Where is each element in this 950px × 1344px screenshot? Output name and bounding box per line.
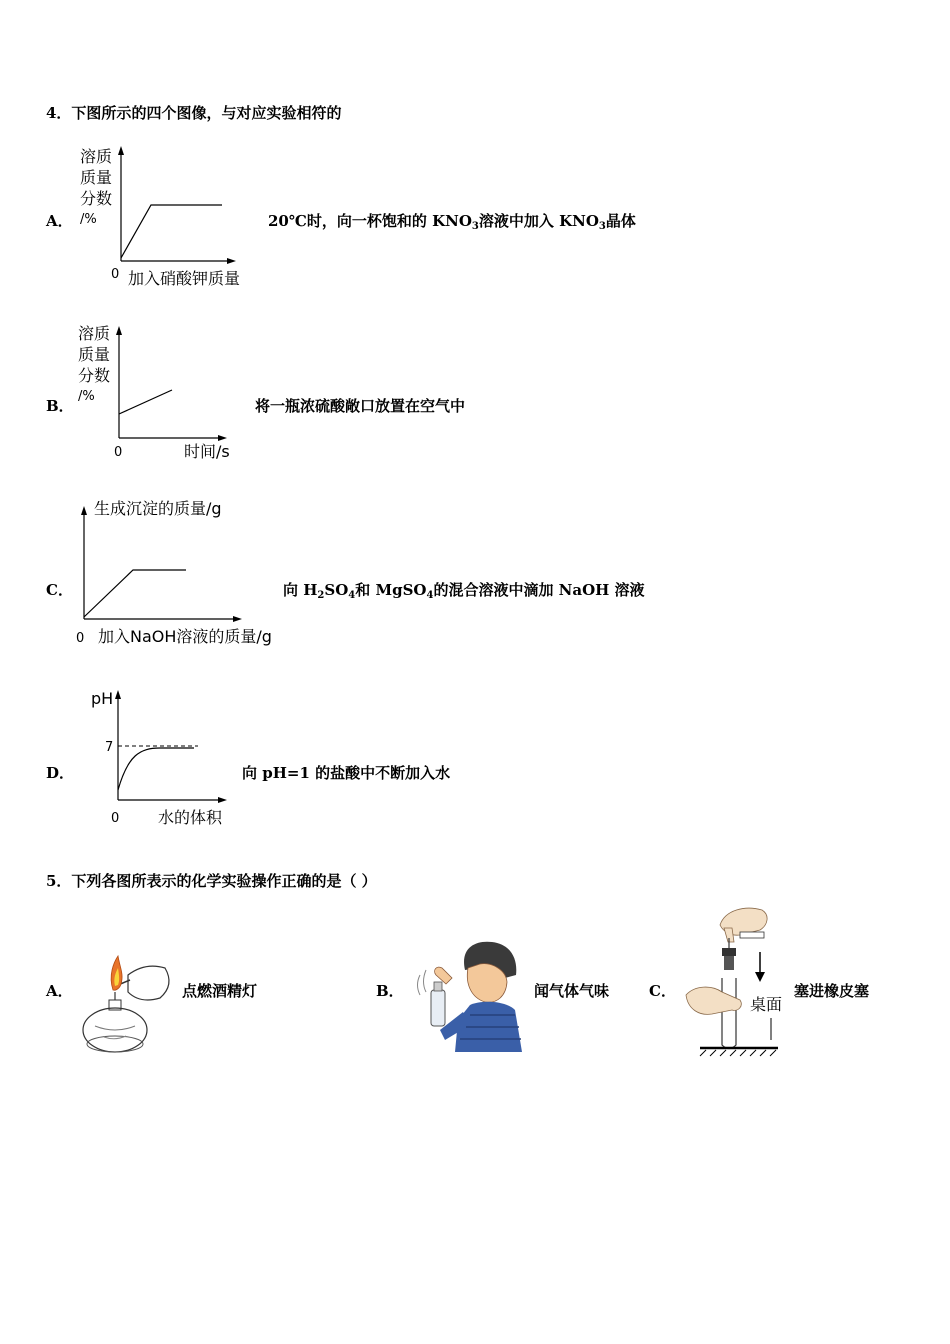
q5-option-c-letter: C． bbox=[649, 982, 676, 1000]
graph-d-xlabel: 水的体积 bbox=[158, 808, 223, 827]
q5-option-a-description: 点燃酒精灯 bbox=[182, 982, 258, 1000]
graph-a-xlabel: 加入硝酸钾质量 bbox=[128, 269, 241, 288]
graph-a-ylabel: 溶质 质量 分数 /% bbox=[80, 147, 113, 227]
graph-c-origin: 0 bbox=[76, 631, 85, 646]
graph-a-origin: 0 bbox=[111, 267, 120, 282]
graph-b-ylabel: 溶质 质量 分数 /% bbox=[78, 324, 111, 404]
table-surface-label: 桌面 bbox=[750, 995, 783, 1014]
graph-c-xlabel: 加入NaOH溶液的质量/g bbox=[98, 627, 272, 646]
graph-d-tick-7: 7 bbox=[105, 740, 114, 755]
graph-c-ylabel: 生成沉淀的质量/g bbox=[94, 499, 222, 518]
q5-option-b-description: 闻气体气味 bbox=[534, 982, 610, 1000]
option-b-description: 将一瓶浓硫酸敞口放置在空气中 bbox=[255, 397, 466, 415]
question-5-title: 5．下列各图所表示的化学实验操作正确的是（ ） bbox=[46, 872, 377, 890]
option-a-description: 20℃时，向一杯饱和的 $KNO_3$溶液中加入 $KNO_3$晶体 bbox=[268, 212, 636, 232]
option-a-letter: A． bbox=[46, 212, 73, 230]
graph-d-origin: 0 bbox=[111, 811, 120, 826]
option-d-letter: D． bbox=[46, 764, 75, 782]
q5-option-c-description: 塞进橡皮塞 bbox=[794, 982, 870, 1000]
q5-option-a-letter: A． bbox=[46, 982, 73, 1000]
graph-b-origin: 0 bbox=[114, 445, 123, 460]
option-b-letter: B． bbox=[46, 397, 74, 415]
q5-option-b-letter: B． bbox=[376, 982, 404, 1000]
question-4-title: 4．下图所示的四个图像，与对应实验相符的 bbox=[46, 104, 342, 122]
option-c-letter: C． bbox=[46, 581, 73, 599]
option-d-description: 向 pH=1 的盐酸中不断加入水 bbox=[242, 764, 451, 782]
graph-b-xlabel: 时间/s bbox=[184, 442, 230, 461]
graph-d-ylabel: pH bbox=[91, 689, 114, 708]
option-c-description: 向 $H_2SO_4$和 MgSO$_4$的混合溶液中滴加 NaOH 溶液 bbox=[283, 581, 645, 601]
